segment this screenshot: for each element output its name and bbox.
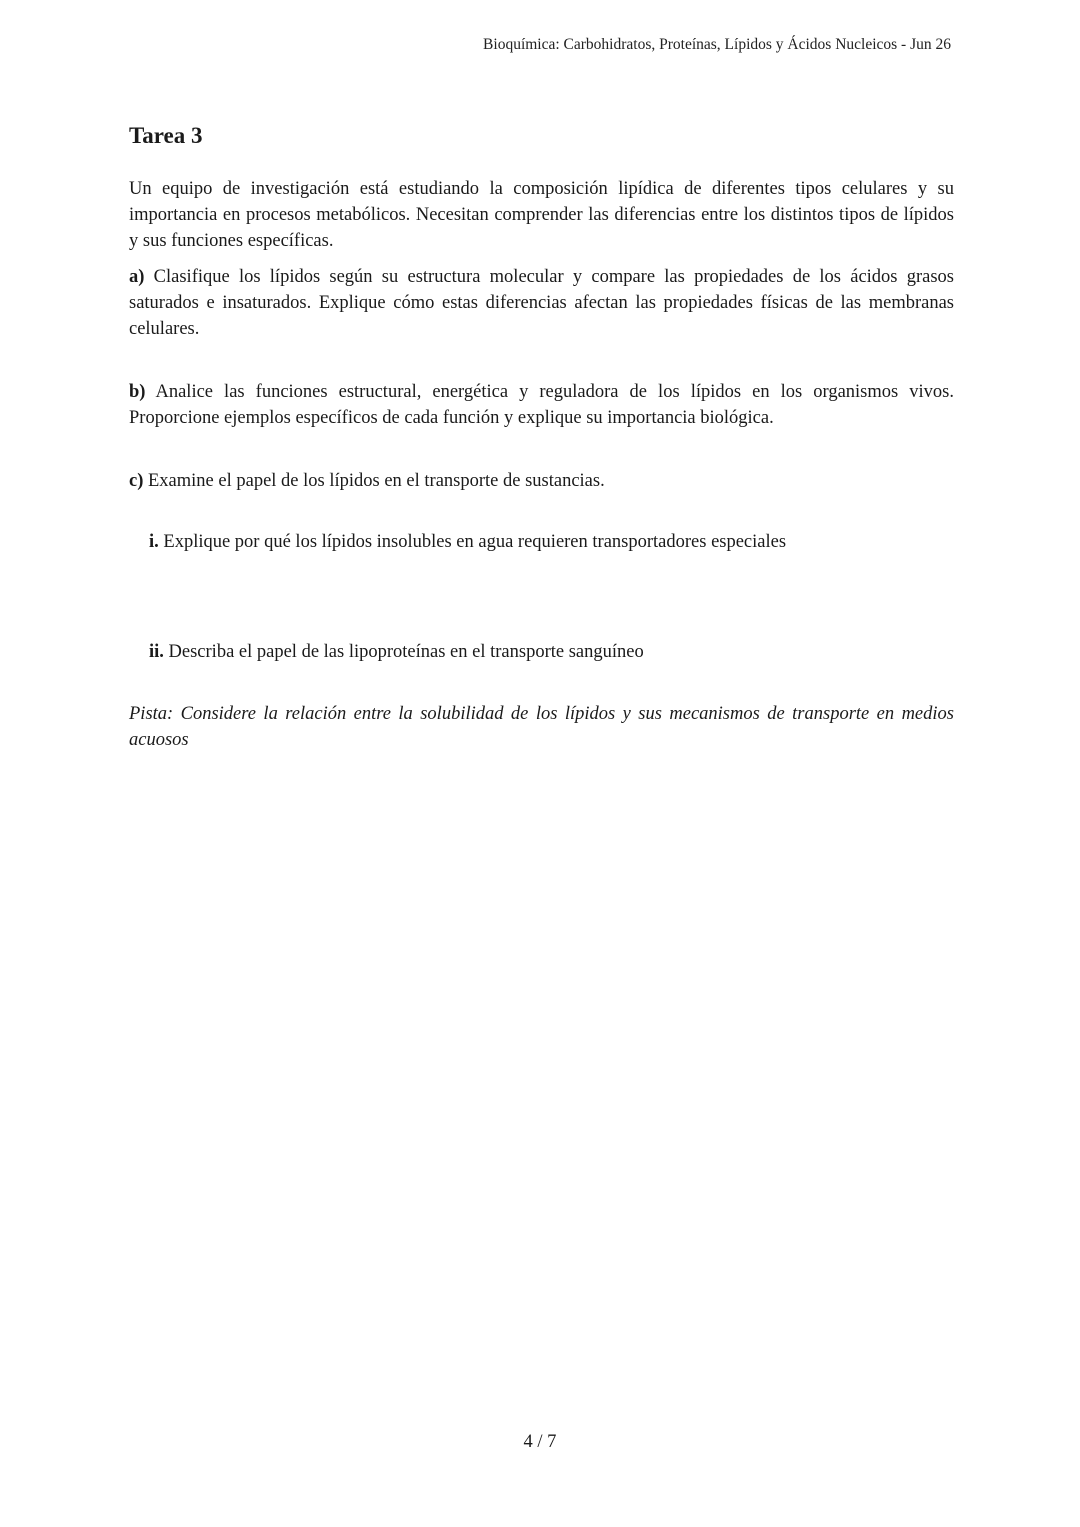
subquestion-i [129, 529, 954, 555]
hint-text: Pista: Considere la relación entre la solubilidad de los lípidos y sus mecanismos de transporte en medios acuosos [129, 704, 954, 750]
part-c-text: Examine el papel de los lípidos en el transporte de sustancias. [148, 471, 605, 491]
sub-i-label: i. [149, 532, 159, 552]
sub-ii-label: ii. [149, 642, 164, 662]
task-content [129, 120, 954, 753]
task-title: Tarea 3 [129, 123, 203, 148]
part-a-label: a) [129, 267, 145, 287]
question-part-b [129, 379, 954, 431]
part-b-label: b) [129, 382, 146, 402]
question-part-c [129, 468, 954, 494]
subquestion-ii [129, 639, 954, 665]
question-part-a [129, 264, 954, 342]
part-a-text: Clasifique los lípidos según su estructura molecular y compare las propiedades de los ácidos grasos saturados e insaturados. Explique cómo estas diferencias afectan las propiedades físicas de las membranas celulares. [129, 267, 954, 339]
sub-ii-text: Describa el papel de las lipoproteínas en el transporte sanguíneo [168, 642, 644, 662]
part-b-text: Analice las funciones estructural, energética y reguladora de los lípidos en los organismos vivos. Proporcione ejemplos específicos de cada función y explique su importancia biológica. [129, 382, 954, 428]
task-intro: Un equipo de investigación está estudiando la composición lipídica de diferentes tipos celulares y su importancia en procesos metabólicos. Necesitan comprender las diferencias entre los distintos tipos de lípidos y sus funciones específicas. [129, 179, 954, 251]
part-c-label: c) [129, 471, 144, 491]
running-header: Bioquímica: Carbohidratos, Proteínas, Lípidos y Ácidos Nucleicos - Jun 26 [483, 36, 951, 53]
page-number: 4 / 7 [523, 1432, 557, 1452]
sub-i-text: Explique por qué los lípidos insolubles en agua requieren transportadores especiales [163, 532, 787, 552]
